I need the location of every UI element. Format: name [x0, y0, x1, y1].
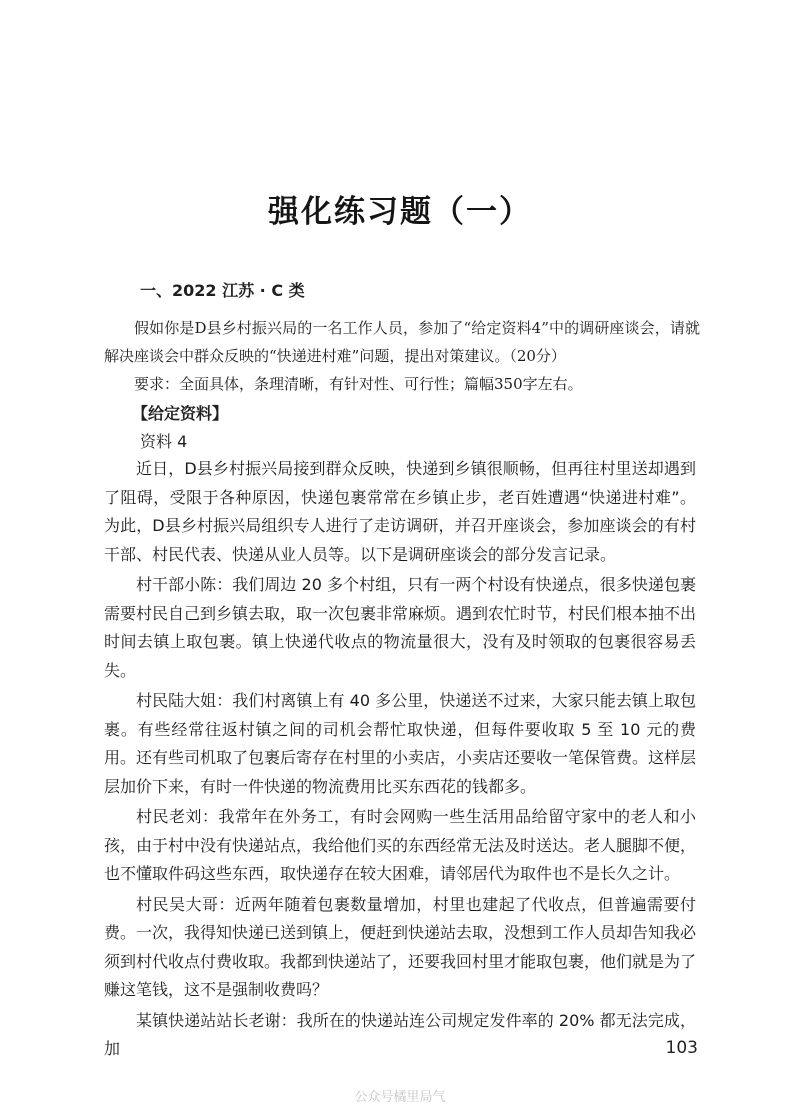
paragraph: 村干部小陈：我们周边 20 多个村组，只有一两个村设有快递点，很多快递包裹需要村民自己到乡镇去取，取一次包裹非常麻烦。遇到农忙时节，村民们根本抽不出时间去镇上取包裹。镇上快递代收点的物流量很大，没有及时领取的包裹很容易丢失。 [104, 575, 697, 680]
material-name: 资料 4 [140, 432, 188, 451]
page-number: 103 [665, 1038, 698, 1058]
paragraph: 某镇快递站站长老谢：我所在的快递站连公司规定发件率的 20% 都无法完成，加 [104, 1010, 696, 1058]
paragraph: 村民老刘：我常年在外务工，有时会网购一些生活用品给留守家中的老人和小孩，由于村中没有快递站点，我给他们买的东西经常无法及时送达。老人腿脚不便，也不懂取件码这些东西，取快递存在较大困难，请邻居代为取件也不是长久之计。 [104, 807, 697, 883]
watermark: 公众号橘里局气 [354, 1090, 446, 1105]
question-block [104, 314, 700, 370]
paragraph: 村民陆大姐：我们村离镇上有 40 多公里，快递送不过来，大家只能去镇上取包裹。有些经常往返村镇之间的司机会帮忙取快递，但每件要收取 5 至 10 元的费用。还有些司机取了包裹后寄存在村里的小卖店，小卖店还要收一笔保管费。这样层层加价下来，有时一件快递的物流费用比买东西花的钱都多。 [104, 691, 697, 796]
paragraph: 村民吴大哥：近两年随着包裹数量增加，村里也建起了代收点，但普遍需要付费。一次，我得知快递已送到镇上，便赶到快递站去取，没想到工作人员却告知我必须到村代收点付费收取。我都到快递站了，还要我回村里才能取包裹，他们就是为了赚这笔钱，这不是强制收费吗？ [104, 894, 697, 999]
material-body [104, 455, 696, 1066]
section-heading: 一、2022 江苏 · C 类 [140, 281, 305, 300]
requirements-block [104, 370, 700, 398]
paragraph: 近日，D县乡村振兴局接到群众反映，快递到乡镇很顺畅，但再往村里送却遇到了阻碍，受限于各种原因，快递包裹常常在乡镇止步，老百姓遭遇“快递进村难”。为此，D县乡村振兴局组织专人进行了走访调研，并召开座谈会，参加座谈会的有村干部、村民代表、快递从业人员等。以下是调研座谈会的部分发言记录。 [104, 459, 696, 564]
requirements-text: 要求：全面具体，条理清晰，有针对性、可行性；篇幅350字左右。 [134, 375, 583, 393]
question-text: 假如你是D县乡村振兴局的一名工作人员，参加了“给定资料4”中的调研座谈会，请就解决座谈会中群众反映的“快递进村难”问题，提出对策建议。（20分） [104, 319, 700, 365]
materials-label: 【给定资料】 [132, 404, 229, 423]
page-title: 强化练习题（一） [268, 194, 532, 230]
